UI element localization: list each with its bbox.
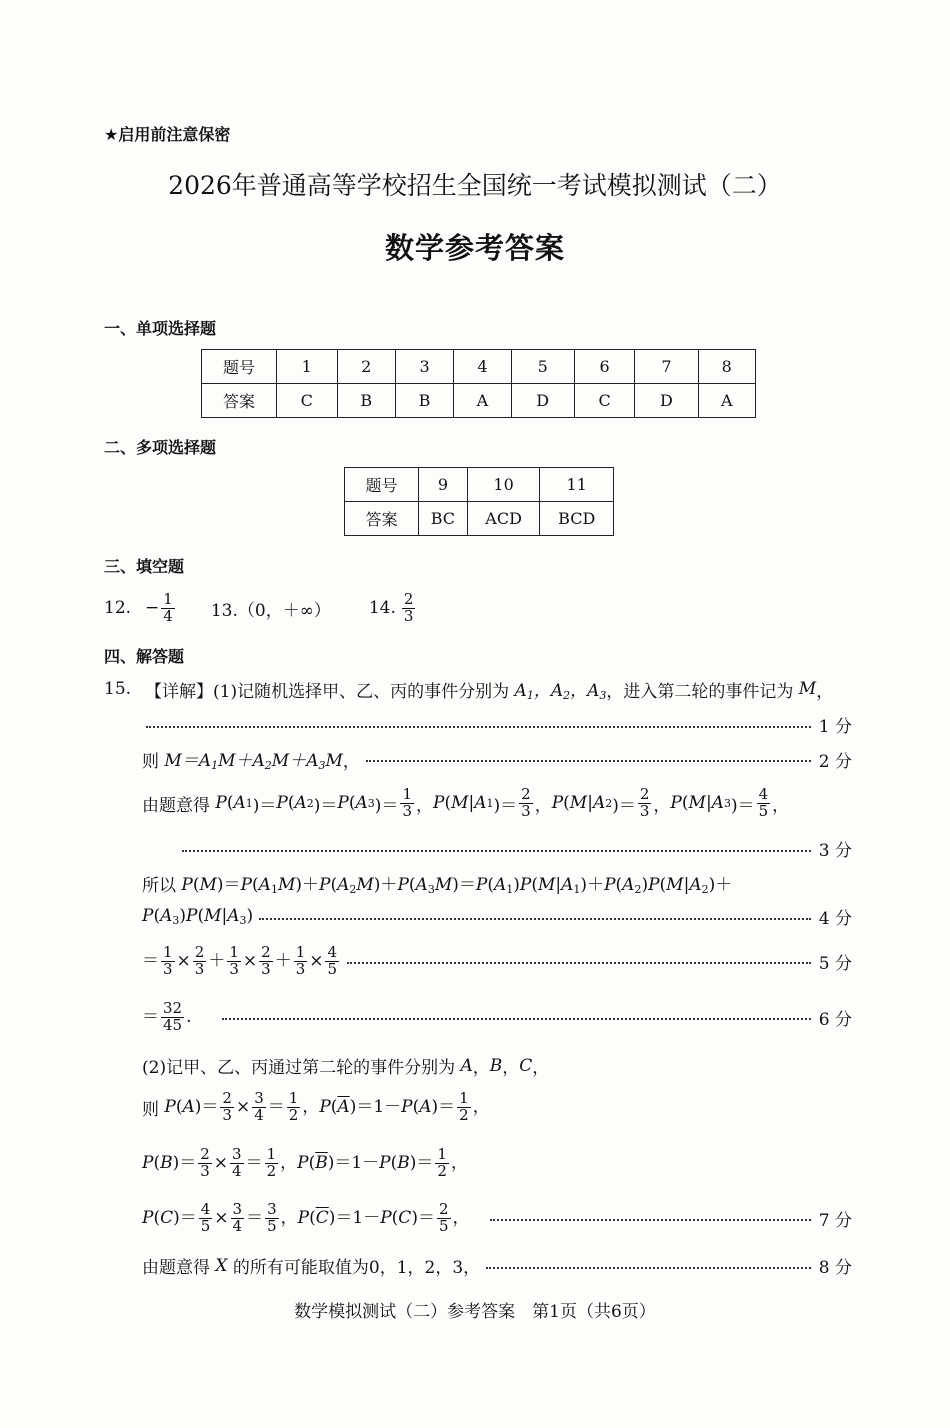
total-probability: 所以 $P(M)=P(A_1M)+P(A_2M)+P(A_3M)=P(A_1)P(M|A_1)+P(A_2)P(M|A_2)+$ [142, 870, 732, 896]
answer-cell: A [698, 384, 755, 418]
row-label: 题号 [345, 468, 419, 502]
question-number: 8 [698, 350, 755, 384]
row-label: 答案 [202, 384, 277, 418]
score-line-2: 则 $M=A_1M+A_2M+A_3M$ ， 2 分 [142, 746, 852, 772]
question-number: 5 [511, 350, 574, 384]
part1-intro-tail: ，进入第二轮的事件记为 [606, 681, 794, 702]
then2-text: 则 [142, 1099, 159, 1120]
q15-number: 15. [104, 679, 132, 699]
answer-cell: BCD [540, 502, 614, 536]
q12-label: 12. [104, 598, 132, 618]
so-text: 所以 [142, 875, 176, 896]
question-number: 6 [574, 350, 635, 384]
score-line-6: ＝ $\frac{32}{45}$ . 6 分 [142, 998, 852, 1034]
confidential-notice: ★启用前注意保密 [104, 125, 231, 144]
table-row [202, 384, 756, 418]
answer-cell: B [395, 384, 453, 418]
q14-label: 14. [368, 598, 396, 618]
score-3: 3 分 [818, 841, 852, 861]
row-label: 题号 [202, 350, 277, 384]
answer-cell: BC [419, 502, 468, 536]
section-heading-solutions: 四、解答题 [104, 647, 185, 666]
question-number: 10 [467, 468, 540, 502]
question-number: 3 [395, 350, 453, 384]
score-2: 2 分 [818, 751, 852, 772]
score-line-5: ＝ $\frac{1}{3}$ × $\frac{2}{3}$ ＋ $\frac{1}{3}$ × $\frac{2}{3}$ ＋ $\frac{1}{3}$ × $\frac{4}{5}$ 5 分 [142, 942, 852, 978]
conditional-probs: 由题意得 P ( A 1 )＝ P ( A 2 )＝ P ( A 3 )＝ $\frac{1}{3}$ ， P ( M | A 1 )＝ $\frac{2}{3}$ ， P ( M | A 2 )＝ $\frac{2}{3}$ ， P ( M | A 3 )＝ $\frac{4}{5}$ ， [142, 784, 790, 820]
answer-cell: B [337, 384, 395, 418]
score-line-7: P(C)＝ $\frac{4}{5}$ × $\frac{3}{4}$ ＝ $\frac{3}{5}$ ，$P(\overline{C})=1-P(C)=$ $\frac{2}{5}$ ， 7 分 [142, 1199, 852, 1235]
section-heading-multi-choice: 二、多项选择题 [104, 438, 217, 457]
score-6: 6 分 [818, 1009, 852, 1030]
page-footer: 数学模拟测试（二）参考答案 第1页（共6页） [294, 1302, 656, 1322]
q15-intro: 15. 【详解】 (1)记随机选择甲、乙、丙的事件分别为 $A_1$，$A_2$，$A_3$ ，进入第二轮的事件记为 M ， [104, 676, 833, 702]
table-row [202, 350, 756, 384]
then-text: 则 [142, 751, 159, 772]
q12-fraction: $\frac{1}{4}$ [163, 589, 173, 625]
score-line-8: 由题意得 X 的所有可能取值为0，1，2，3， 8 分 [142, 1253, 852, 1278]
question-number: 7 [635, 350, 698, 384]
question-number: 11 [540, 468, 614, 502]
score-4: 4 分 [818, 909, 852, 929]
by-condition-text: 由题意得 [142, 795, 210, 816]
table-row [345, 502, 614, 536]
q12-sign: − [145, 598, 160, 618]
last-text: 由题意得 [142, 1258, 210, 1278]
score-8: 8 分 [818, 1258, 852, 1278]
part1-intro: (1)记随机选择甲、乙、丙的事件分别为 [213, 681, 510, 702]
exam-title: 2026年普通高等学校招生全国统一考试模拟测试（二） [168, 171, 782, 200]
question-number: 2 [337, 350, 395, 384]
q14-fraction: $\frac{2}{3}$ [403, 589, 414, 625]
multi-choice-answer-table [344, 467, 614, 536]
score-5: 5 分 [818, 953, 852, 974]
answer-cell: C [574, 384, 635, 418]
q13-answer: 13.（0，＋∞） [210, 600, 331, 621]
question-number: 1 [277, 350, 338, 384]
prob-b: P(B)＝ $\frac{2}{3}$ × $\frac{3}{4}$ ＝ $\frac{1}{2}$ ，$P(\overline{B})=1-P(B)=$ $\frac{1}{2}$ ， [142, 1144, 468, 1180]
table-row [345, 468, 614, 502]
last-text-tail: 的所有可能取值为0，1，2，3， [232, 1258, 481, 1278]
single-choice-answer-table [201, 349, 756, 418]
answer-cell: ACD [467, 502, 540, 536]
detail-tag: 【详解】 [145, 681, 214, 702]
score-line-3 [142, 836, 852, 861]
part2-intro-text: (2)记甲、乙、丙通过第二轮的事件分别为 [142, 1058, 456, 1078]
answer-cell: D [511, 384, 574, 418]
fill-blank-answers [104, 588, 417, 628]
part2-intro: (2)记甲、乙、丙通过第二轮的事件分别为 A ， B ， C ， [142, 1053, 549, 1078]
question-number: 9 [419, 468, 468, 502]
page-title: 数学参考答案 [384, 231, 565, 265]
score-line-4: $P(A_3)P(M|A_3)$ 4 分 [142, 906, 852, 929]
answer-cell: D [635, 384, 698, 418]
score-1: 1 分 [818, 717, 852, 737]
row-label: 答案 [345, 502, 419, 536]
score-7: 7 分 [818, 1210, 852, 1231]
score-line-1 [142, 712, 852, 737]
prob-a: 则 P(A)＝ $\frac{2}{3}$ × $\frac{3}{4}$ ＝ $\frac{1}{2}$ ，$P(\overline{A})=1-P(A)=$ $\frac{1}{2}$ ， [142, 1088, 490, 1124]
answer-cell: C [277, 384, 338, 418]
section-heading-single-choice: 一、单项选择题 [104, 319, 217, 338]
answer-cell: A [454, 384, 511, 418]
question-number: 4 [454, 350, 511, 384]
section-heading-fill-blank: 三、填空题 [104, 557, 185, 576]
